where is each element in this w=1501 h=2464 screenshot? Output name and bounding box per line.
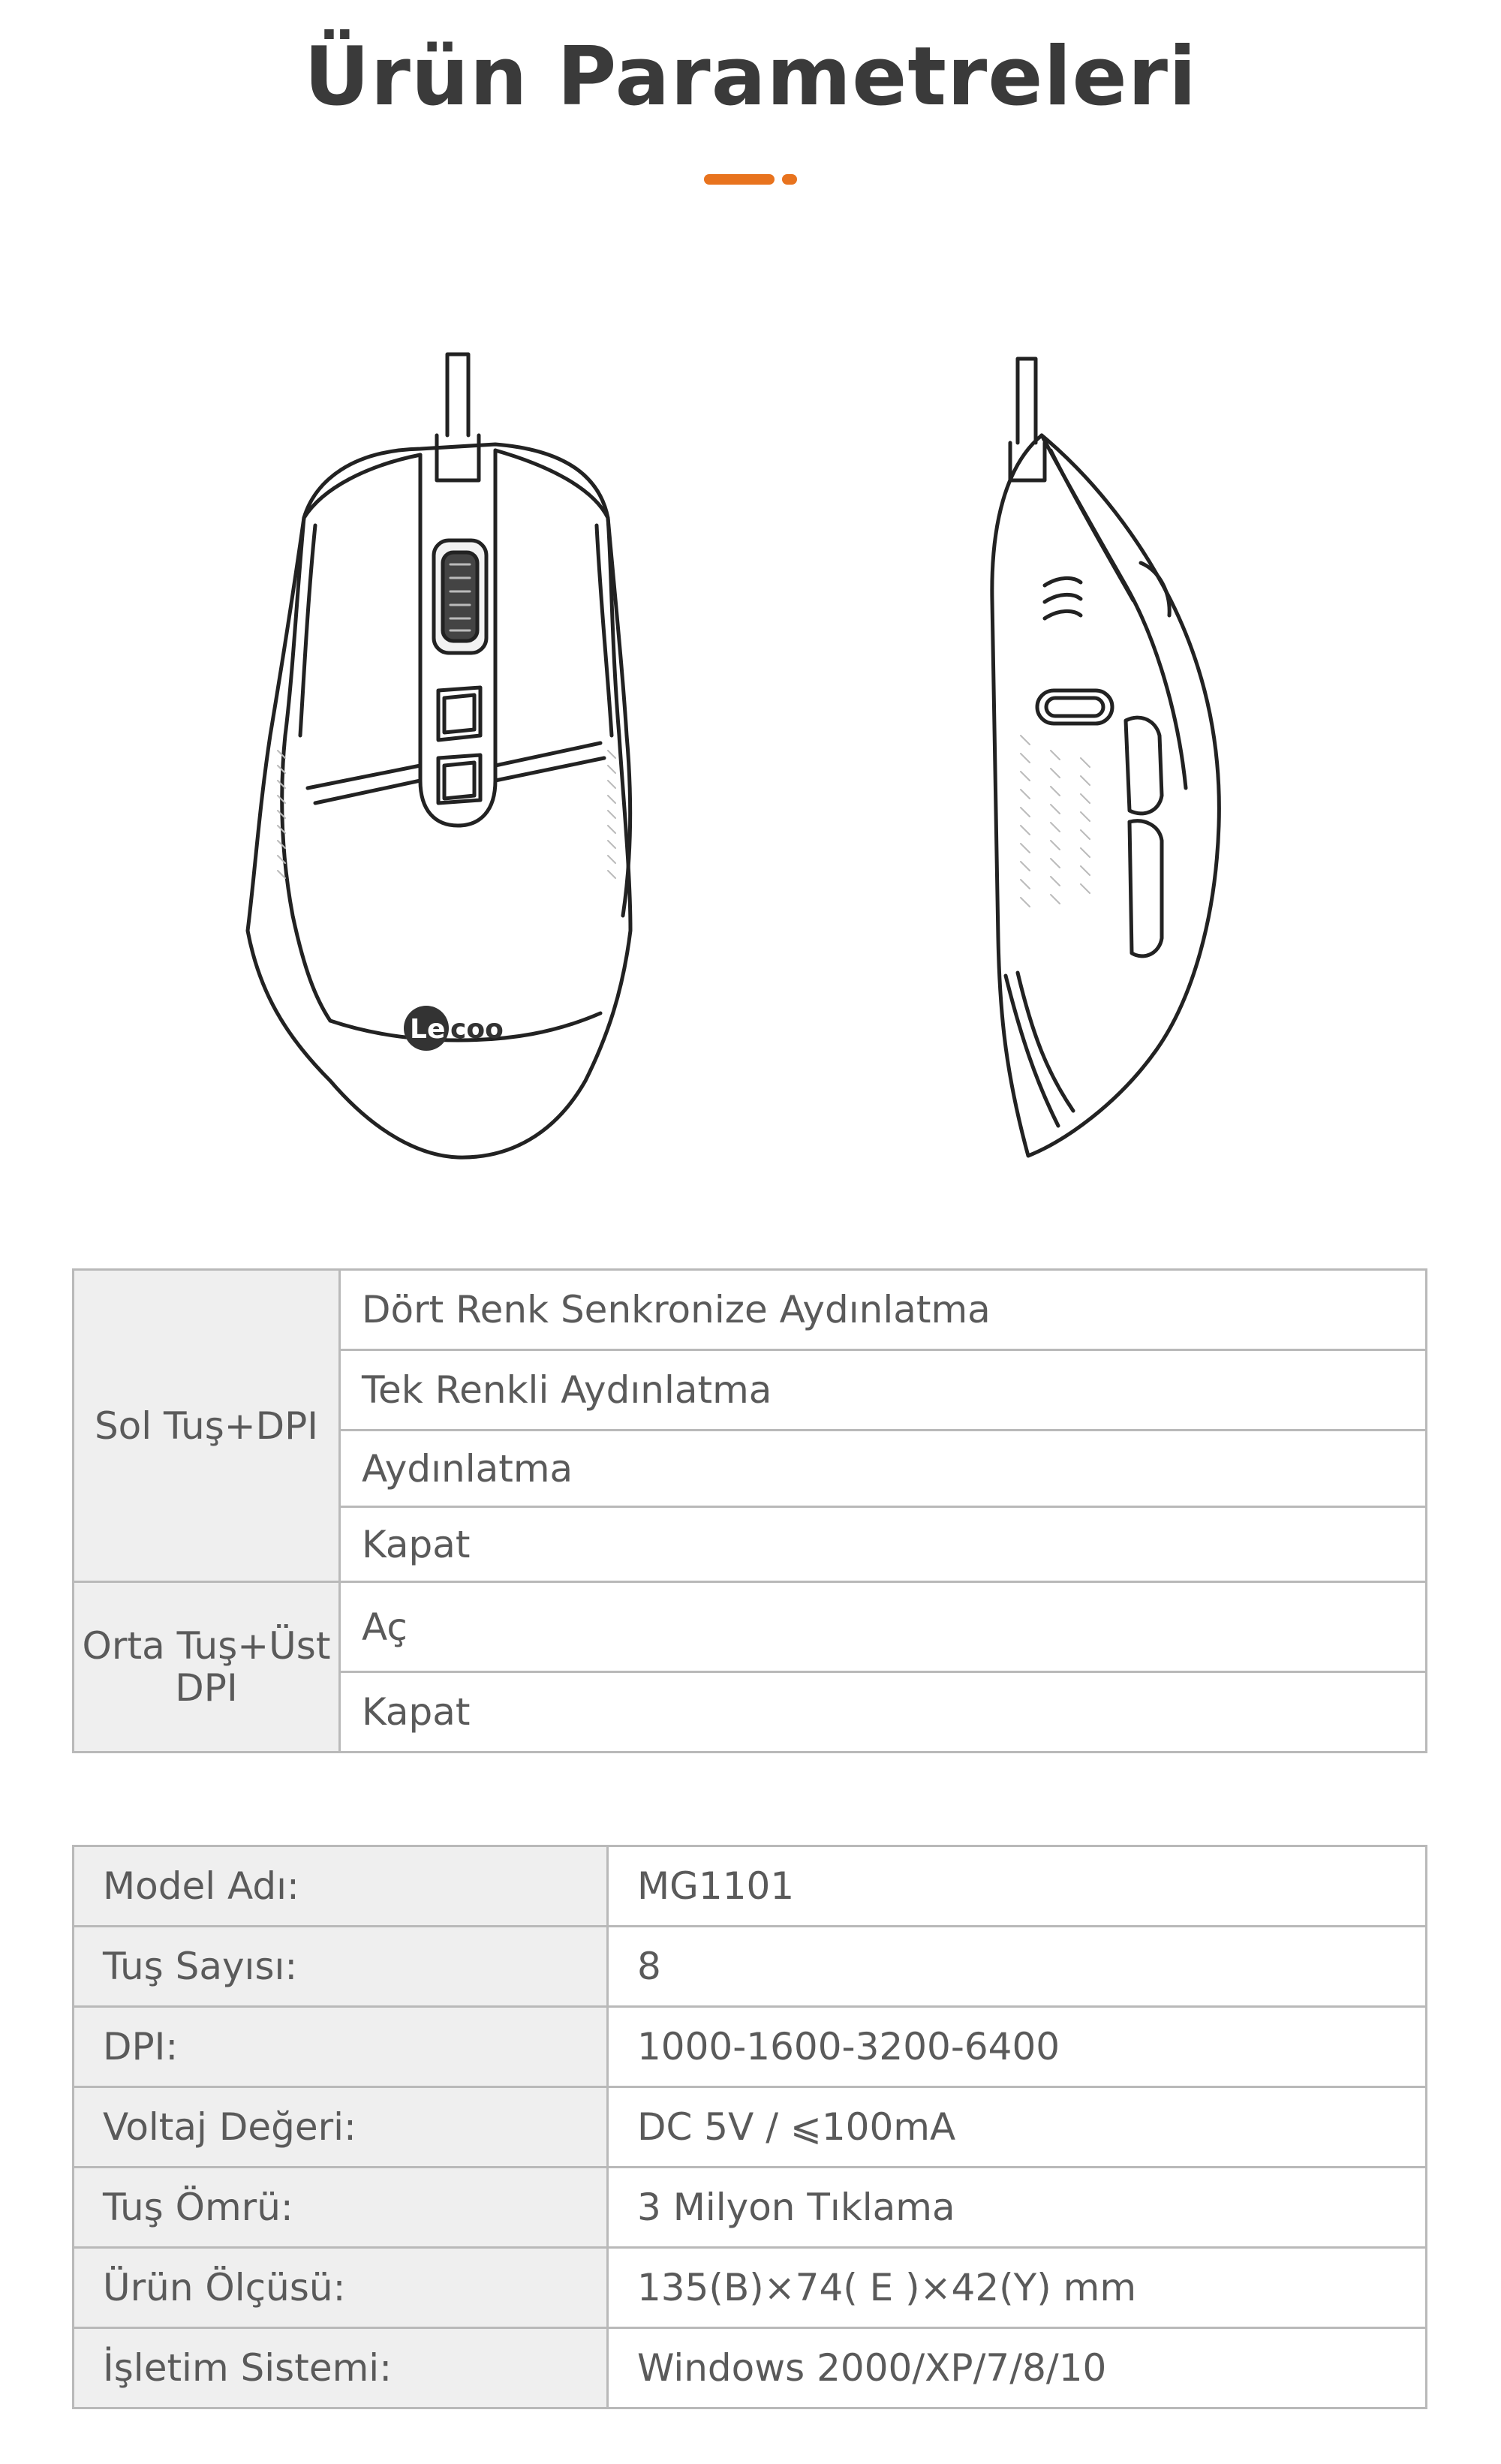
- title-accent-bar-short: [782, 174, 797, 185]
- title-accent-bar-long: [704, 174, 775, 185]
- spec-value: MG1101: [608, 1846, 1427, 1927]
- spec-label: DPI:: [74, 2007, 608, 2087]
- brand-logo-le: Le: [410, 1014, 446, 1045]
- lighting-option: Aç: [340, 1582, 1427, 1672]
- spec-row: [74, 2328, 1427, 2408]
- spec-row: [74, 2168, 1427, 2248]
- spec-table: [72, 1845, 1427, 2409]
- lighting-option: Kapat: [340, 1507, 1427, 1582]
- group-middle-button-top-dpi: Orta Tuş+Üst DPI: [74, 1582, 340, 1752]
- spec-label: Model Adı:: [74, 1846, 608, 1927]
- spec-value: 1000-1600-3200-6400: [608, 2007, 1427, 2087]
- spec-row: [74, 2087, 1427, 2168]
- product-illustration: [0, 338, 1501, 1186]
- spec-value: Windows 2000/XP/7/8/10: [608, 2328, 1427, 2408]
- spec-row: [74, 1846, 1427, 1927]
- spec-value: 135(B)×74( E )×42(Y) mm: [608, 2248, 1427, 2328]
- spec-label: Tuş Ömrü:: [74, 2168, 608, 2248]
- mouse-side-view: [992, 359, 1220, 1156]
- group-left-button-dpi: Sol Tuş+DPI: [74, 1270, 340, 1582]
- lighting-option: Tek Renkli Aydınlatma: [340, 1350, 1427, 1431]
- spec-row: [74, 1927, 1427, 2007]
- lighting-option: Aydınlatma: [340, 1431, 1427, 1507]
- lighting-modes-table: [72, 1268, 1427, 1753]
- spec-row: [74, 2248, 1427, 2328]
- spec-value: DC 5V / ⩽100mA: [608, 2087, 1427, 2168]
- spec-row: [74, 2007, 1427, 2087]
- lighting-option: Dört Renk Senkronize Aydınlatma: [340, 1270, 1427, 1350]
- spec-label: Ürün Ölçüsü:: [74, 2248, 608, 2328]
- lighting-option: Kapat: [340, 1672, 1427, 1752]
- spec-label: Voltaj Değeri:: [74, 2087, 608, 2168]
- brand-logo-coo: coo: [450, 1014, 504, 1045]
- page-title: Ürün Parametreleri: [303, 30, 1198, 124]
- spec-value: 3 Milyon Tıklama: [608, 2168, 1427, 2248]
- spec-label: Tuş Sayısı:: [74, 1927, 608, 2007]
- spec-value: 8: [608, 1927, 1427, 2007]
- spec-label: İşletim Sistemi:: [74, 2328, 608, 2408]
